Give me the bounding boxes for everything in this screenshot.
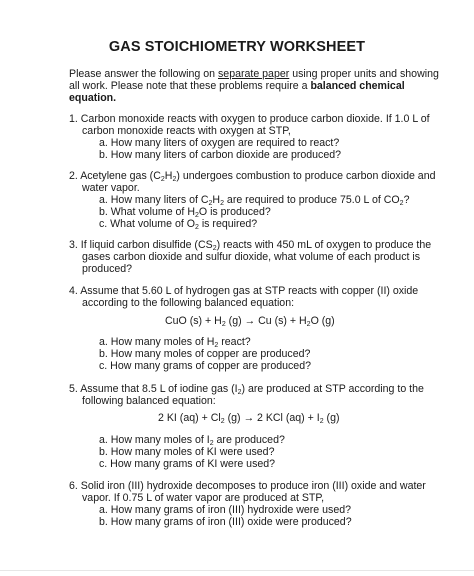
q4-part-a: a. How many moles of $H_2$ react? [99, 336, 251, 349]
q4-line-2: according to the following balanced equation: [82, 297, 295, 309]
q4-part-c: c. How many grams of copper are produced? [99, 360, 311, 372]
intro-line-2: all work. Please note that these problems require a balanced chemical [69, 80, 405, 92]
q5-line-1: 5. Assume that 8.5 L of iodine gas $(I_2)$ are produced at STP according to the [69, 383, 424, 396]
q6-line-2: vapor. If 0.75 L of water vapor are produced at STP, [82, 492, 325, 504]
q5-equation: 2 KI $(aq) + Cl_2$ (g) → 2 KCl $(aq) + I_2$ (g) [158, 412, 340, 425]
q3-line-2: gases carbon dioxide and sulfur dioxide, what volume of each product is [82, 251, 421, 263]
q6-line-1: 6. Solid iron (III) hydroxide decomposes to produce iron (III) oxide and water [69, 480, 426, 492]
worksheet-title: GAS STOICHIOMETRY WORKSHEET [108, 39, 366, 55]
q5-part-b: b. How many moles of KI were used? [99, 446, 275, 458]
q6-part-b: b. How many grams of iron (III) oxide were produced? [99, 516, 352, 528]
q3-line-1: 3. If liquid carbon disulfide $(CS_2)$ reacts with 450 mL of oxygen to produce the [69, 239, 432, 252]
q4-line-1: 4. Assume that 5.60 L of hydrogen gas at STP reacts with copper (II) oxide [69, 285, 419, 297]
q1-line-2: carbon monoxide reacts with oxygen at STP, [82, 125, 291, 137]
q1-part-b: b. How many liters of carbon dioxide are produced? [99, 149, 342, 161]
q6-part-a: a. How many grams of iron (III) hydroxide were used? [99, 504, 351, 516]
q4-equation: CuO $(s) + H_2$ (g) → Cu $(s) + H_2O$ (g) [165, 315, 335, 328]
intro-line-3: equation. [69, 92, 117, 104]
q4-part-b: b. How many moles of copper are produced? [99, 348, 311, 360]
q1-part-a: a. How many liters of oxygen are required to react? [99, 137, 340, 149]
q1-line-1: 1. Carbon monoxide reacts with oxygen to produce carbon dioxide. If 1.0 L of [69, 113, 430, 125]
q5-part-c: c. How many grams of KI were used? [99, 458, 276, 470]
q2-line-2: water vapor. [82, 182, 140, 194]
q5-part-a: a. How many moles of $I_2$ are produced? [99, 434, 285, 447]
separate-paper-text: separate paper [218, 68, 290, 80]
q2-line-1: 2. Acetylene gas $(C_2H_2)$ undergoes combustion to produce carbon dioxide and [69, 170, 436, 183]
q2-part-b: b. What volume of $H_2O$ is produced? [99, 206, 271, 219]
page-edge-divider [0, 570, 474, 571]
q5-line-2: following balanced equation: [82, 395, 216, 407]
q2-part-a: a. How many liters of $C_2H_2$ are required to produce 75.0 L of $CO_2$? [99, 194, 410, 207]
intro-line-1: Please answer the following on separate paper using proper units and showing [69, 68, 439, 80]
q2-part-c: c. What volume of $O_2$ is required? [99, 218, 258, 231]
q3-line-3: produced? [82, 263, 133, 275]
